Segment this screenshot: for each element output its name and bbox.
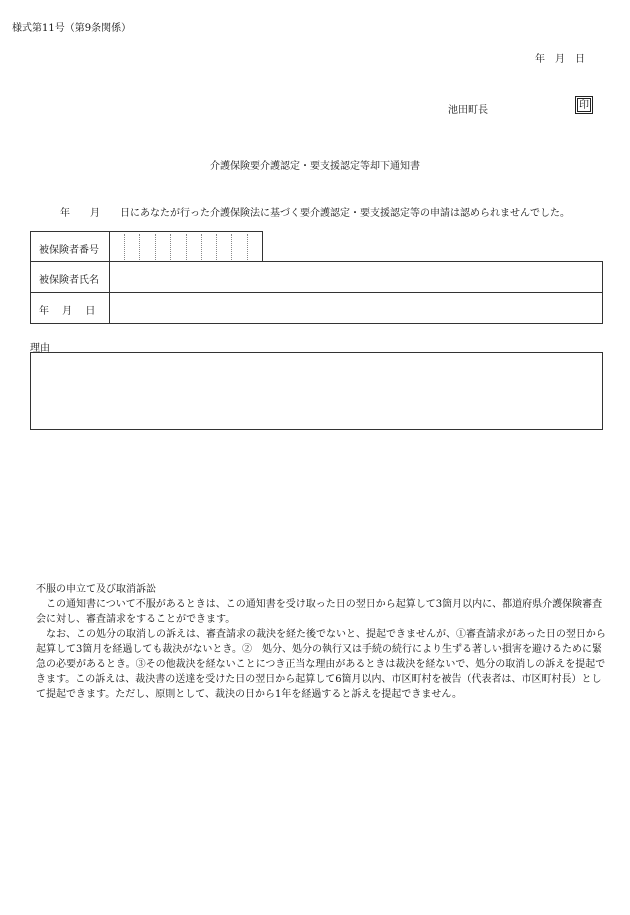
digit-separator: [201, 234, 202, 260]
digit-separator: [139, 234, 140, 260]
reason-box[interactable]: [30, 352, 603, 430]
digit-separator: [216, 234, 217, 260]
insured-number-row: [30, 231, 263, 262]
document-title: 介護保険要介護認定・要支援認定等却下通知書: [210, 161, 420, 172]
insured-number-label: 被保険者番号: [39, 245, 99, 256]
issuer-name: 池田町長: [448, 105, 488, 116]
reason-label: 理由: [30, 343, 50, 354]
seal-stamp: 印: [579, 100, 589, 111]
appeal-paragraph-1: この通知書について不服があるときは、この通知書を受け取った日の翌日から起算して3箇月以内に、都道府県介護保険審査会に対し、審査請求をすることができます。: [36, 599, 603, 625]
appeal-heading: 不服の申立て及び取消訴訟: [36, 584, 156, 595]
digit-separator: [155, 234, 156, 260]
date-row: [30, 292, 603, 324]
digit-separator: [170, 234, 171, 260]
date-field[interactable]: [109, 293, 603, 323]
insured-name-label: 被保険者氏名: [39, 275, 99, 286]
insured-name-row: [30, 261, 603, 293]
digit-separator: [247, 234, 248, 260]
digit-separator: [231, 234, 232, 260]
date-label: 年 月 日: [39, 306, 96, 317]
insured-info-table: [30, 231, 603, 323]
issue-date-line: 年 月 日: [535, 54, 585, 65]
appeal-notice: [36, 582, 608, 702]
digit-separator: [186, 234, 187, 260]
insured-number-field[interactable]: [109, 232, 265, 261]
form-number: 様式第11号（第9条関係）: [12, 23, 132, 34]
intro-text: 年 月 日にあなたが行った介護保険法に基づく要介護認定・要支援認定等の申請は認められませんでした。: [60, 208, 570, 219]
digit-separator: [124, 234, 125, 260]
appeal-paragraph-2: なお、この処分の取消しの訴えは、審査請求の裁決を経た後でないと、提起できませんが、①審査請求があった日の翌日から起算して3箇月を経過しても裁決がないとき。② 処分、処分の執行又は手続の続行により生ずる著しい損害を避けるために緊急の必要があるとき。③その他裁決を経ないことにつき正当な理由があるときは裁決を経ないで、処分の取消しの訴えを提起できます。この訴えは、裁決書の送達を受けた日の翌日から起算して6箇月以内、市区町村を被告（代表者は、市区町村長）として提起できます。ただし、原則として、裁決の日から1年を経過すると訴えを提起できません。: [36, 629, 606, 700]
insured-name-field[interactable]: [109, 262, 603, 292]
